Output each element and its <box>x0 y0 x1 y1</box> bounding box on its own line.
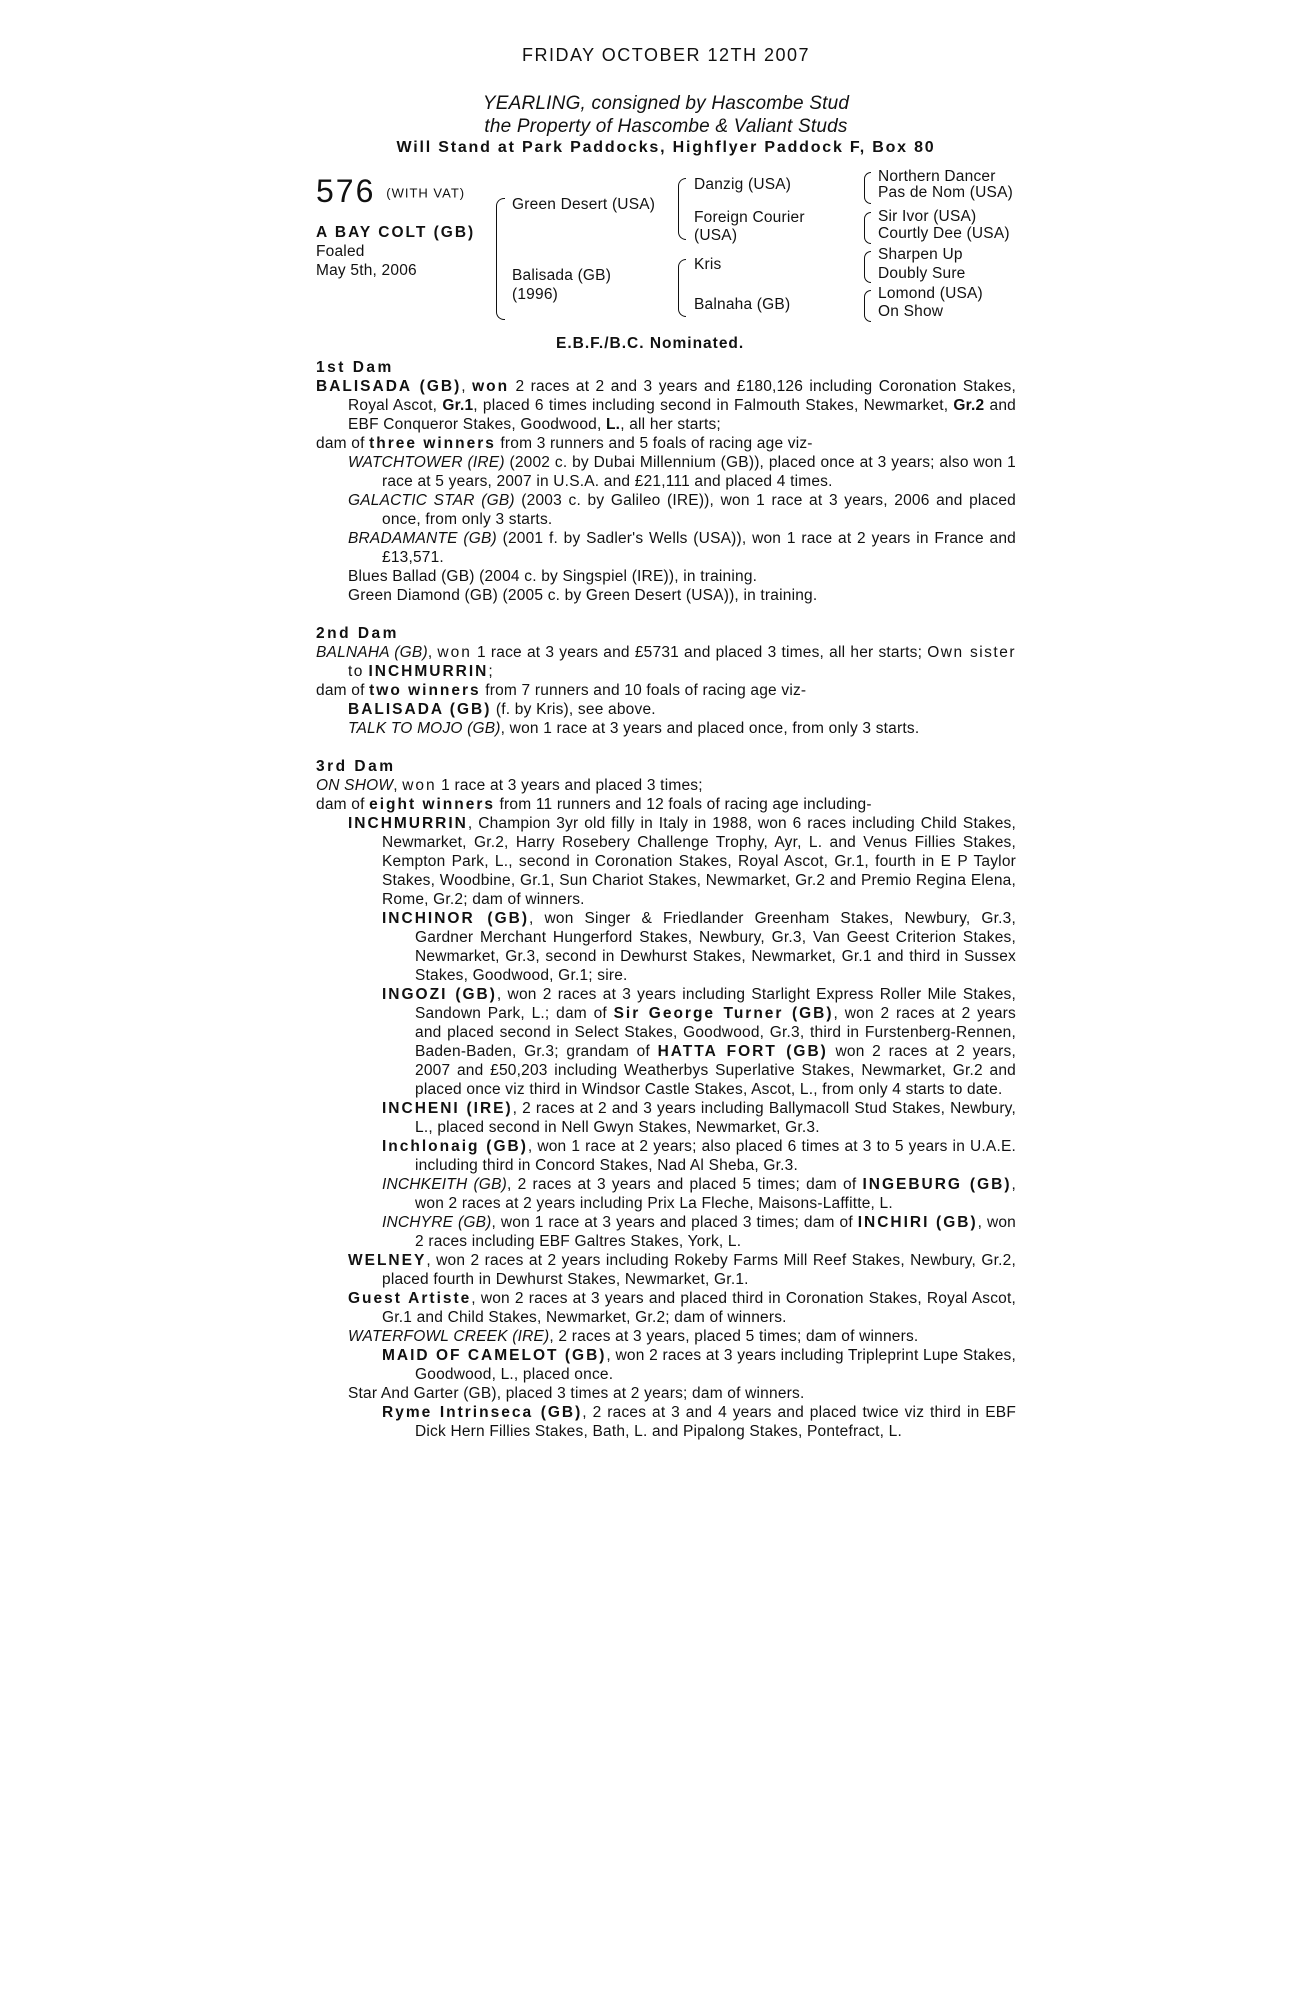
pedigree-table <box>316 168 1016 358</box>
second-dam-winners: two winners <box>369 682 481 699</box>
progeny-maid-of-camelot <box>316 1346 1016 1384</box>
progeny-name: WATCHTOWER (IRE) <box>348 454 505 471</box>
progeny-text: , won 2 races at 3 years including Tripleprint Lupe Stakes, Goodwood, L., placed once. <box>415 1347 1016 1383</box>
progeny-watchtower <box>316 453 1016 491</box>
progeny-text: , 2 races at 3 years and placed 5 times; dam of <box>506 1176 857 1193</box>
pedigree-dam: Balisada (GB) <box>512 267 612 284</box>
first-dam-record-c: and EBF Conqueror Stakes, Goodwood, <box>348 397 1016 433</box>
progeny-text: , won Singer & Friedlander Greenham Stakes, Newbury, Gr.3, Gardner Merchant Hungerford Stakes, Newbury, Gr.3, Van Geest Criterion Stakes, Newmarket, Gr.3, second in Dewhurst Stakes, Newmarket, Gr.1 and third in Sussex Stakes, Goodwood, Gr.1; sire. <box>415 910 1016 984</box>
bracket-sire <box>678 178 686 240</box>
progeny-inchmurrin <box>316 814 1016 909</box>
third-dam-name: ON SHOW <box>316 777 394 794</box>
progeny-welney <box>316 1251 1016 1289</box>
progeny-name: INCHENI (IRE) <box>382 1100 513 1117</box>
progeny-name: INCHMURRIN <box>348 815 468 832</box>
own-sister-punct: ; <box>488 663 493 680</box>
progeny-name: INCHYRE (GB) <box>382 1214 492 1231</box>
progeny-waterfowl-creek <box>316 1327 1016 1346</box>
progeny-name-ingeburg: INGEBURG (GB) <box>862 1176 1012 1193</box>
progeny-name: BRADAMANTE (GB) <box>348 530 497 547</box>
second-dam-progeny-summary <box>316 681 1016 700</box>
pedigree-sire-sire: Danzig (USA) <box>694 176 792 193</box>
bracket-dam <box>678 259 686 317</box>
progeny-name: MAID OF CAMELOT (GB) <box>382 1347 607 1364</box>
progeny-name: Ryme Intrinseca (GB) <box>382 1404 583 1421</box>
progeny-inchkeith <box>316 1175 1016 1213</box>
progeny-text: , won 1 race at 2 years; also placed 6 times at 3 to 5 years in U.A.E. including third in Concord Stakes, Nad Al Sheba, Gr.3. <box>415 1138 1016 1174</box>
progeny-name-inchiri: INCHIRI (GB) <box>857 1214 978 1231</box>
progeny-talk-to-mojo <box>316 719 1016 738</box>
progeny-name: BALISADA (GB) <box>348 701 492 718</box>
progeny-text: , won 1 race at 3 years and placed 3 times; dam of <box>491 1214 853 1231</box>
third-dam-progeny-summary <box>316 795 1016 814</box>
first-dam-record-b: , placed 6 times including second in Falmouth Stakes, Newmarket, <box>473 397 949 414</box>
progeny-incheni <box>316 1099 1016 1137</box>
progeny-guest-artiste <box>316 1289 1016 1327</box>
pedigree-dsd: Doubly Sure <box>878 265 966 282</box>
progeny-name: INCHINOR (GB) <box>382 910 529 927</box>
pedigree-dam-sire: Kris <box>694 256 722 273</box>
won-word: won <box>472 378 510 395</box>
lot-number <box>316 174 465 211</box>
own-sister-label: Own sister to <box>348 644 1016 680</box>
pedigree-dam-year: (1996) <box>512 286 559 303</box>
foaled-label: Foaled <box>316 243 365 260</box>
first-dam-record-a: 2 races at 2 and 3 years and £180,126 including Coronation Stakes, Royal Ascot, <box>348 378 1016 414</box>
progeny-blues-ballad <box>316 567 1016 586</box>
property-line: the Property of Hascombe & Valiant Studs <box>484 116 848 137</box>
second-dam-runners: from 7 runners and 10 foals of racing age viz- <box>485 682 807 699</box>
progeny-text: Green Diamond (GB) (2005 c. by Green Desert (USA)), in training. <box>348 587 818 604</box>
dam-of: dam of <box>316 796 365 813</box>
first-dam-name: BALISADA (GB) <box>316 378 462 395</box>
foaled-date: May 5th, 2006 <box>316 262 417 279</box>
third-dam-runners: from 11 runners and 12 foals of racing age including- <box>499 796 872 813</box>
second-dam-name: BALNAHA (GB) <box>316 644 428 661</box>
bracket-g3-4 <box>864 290 871 322</box>
pedigree-ddd: On Show <box>878 303 944 320</box>
progeny-ryme-intrinseca <box>316 1403 1016 1441</box>
progeny-name: TALK TO MOJO (GB) <box>348 720 501 737</box>
consignor-line: YEARLING, consigned by Hascombe Stud <box>482 93 850 114</box>
progeny-name: Inchlonaig (GB) <box>382 1138 528 1155</box>
third-dam-heading: 3rd Dam <box>316 758 396 775</box>
lot-description: A BAY COLT (GB) <box>316 224 476 241</box>
progeny-text: Blues Ballad (GB) (2004 c. by Singspiel (IRE)), in training. <box>348 568 758 585</box>
listed: L. <box>606 416 621 433</box>
catalogue-page <box>316 46 1016 1441</box>
bracket-gen1 <box>496 198 505 320</box>
dam-of: dam of <box>316 435 365 452</box>
progeny-text: , won 1 race at 3 years and placed once, from only 3 starts. <box>500 720 920 737</box>
vat-note: (WITH VAT) <box>386 185 466 201</box>
progeny-text: (2001 f. by Sadler's Wells (USA)), won 1 race at 2 years in France and £13,571. <box>382 530 1016 566</box>
progeny-text: , 2 races at 3 and 4 years and placed twice viz third in EBF Dick Hern Fillies Stakes, Bath, L. and Pipalong Stakes, Pontefract, L. <box>415 1404 1016 1440</box>
progeny-name: WATERFOWL CREEK (IRE) <box>348 1328 550 1345</box>
progeny-name: GALACTIC STAR (GB) <box>348 492 515 509</box>
pedigree-sdd: Courtly Dee (USA) <box>878 225 1010 242</box>
group-1: Gr.1 <box>442 397 474 414</box>
first-dam-winners: three winners <box>369 435 496 452</box>
second-dam-heading: 2nd Dam <box>316 625 399 642</box>
ebf-nominated: E.B.F./B.C. Nominated. <box>556 335 745 352</box>
first-dam-progeny-summary <box>316 434 1016 453</box>
progeny-balisada <box>316 700 1016 719</box>
stand-location: Will Stand at Park Paddocks, Highflyer Paddock F, Box 80 <box>396 139 936 156</box>
first-dam-record: BALISADA (GB), won 2 races at 2 and 3 years and £180,126 including Coronation Stakes, Royal Ascot, Gr.1, placed 6 times including second in Falmouth Stakes, Newmarket, Gr.2 and EBF Conqueror Stakes, Goodwood, L., all her starts; <box>316 378 1016 433</box>
progeny-text: (2002 c. by Dubai Millennium (GB)), placed once at 3 years; also won 1 race at 5 years, 2007 in U.S.A. and £21,111 and placed 4 times. <box>382 454 1017 490</box>
progeny-ingozi <box>316 985 1016 1099</box>
progeny-text: , 2 races at 2 and 3 years including Ballymacoll Stud Stakes, Newbury, L., placed second in Nell Gwyn Stakes, Newmarket, Gr.3. <box>415 1100 1016 1136</box>
sale-date: FRIDAY OCTOBER 12TH 2007 <box>521 45 811 65</box>
dam-of: dam of <box>316 682 365 699</box>
group-2: Gr.2 <box>953 397 985 414</box>
pedigree-sire-dam-country: (USA) <box>694 227 738 244</box>
pedigree-sds: Sir Ivor (USA) <box>878 208 977 225</box>
pedigree-ssd: Pas de Nom (USA) <box>878 184 1013 201</box>
progeny-text: , 2 races at 3 years, placed 5 times; dam of winners. <box>549 1328 919 1345</box>
lot-number-value: 576 <box>316 173 376 209</box>
progeny-name: WELNEY <box>348 1252 427 1269</box>
progeny-text: (f. by Kris), see above. <box>495 701 656 718</box>
third-dam-winners: eight winners <box>369 796 496 813</box>
progeny-inchlonaig <box>316 1137 1016 1175</box>
pedigree-dds: Lomond (USA) <box>878 285 983 302</box>
progeny-name: Guest Artiste <box>348 1290 472 1307</box>
progeny-green-diamond <box>316 586 1016 605</box>
progeny-bradamante <box>316 529 1016 567</box>
progeny-text: , won 2 races at 2 years including Prix La Fleche, Maisons-Laffitte, L. <box>415 1176 1016 1212</box>
progeny-text: , won 2 races at 2 years including Rokeby Farms Mill Reef Stakes, Newbury, Gr.2, placed fourth in Dewhurst Stakes, Newmarket, Gr.1. <box>382 1252 1016 1288</box>
progeny-name-sir-george: Sir George Turner (GB) <box>613 1005 834 1022</box>
first-dam-runners: from 3 runners and 5 foals of racing age viz- <box>500 435 813 452</box>
pedigree-sire-dam: Foreign Courier <box>694 209 805 226</box>
progeny-text: , won 2 races at 2 years and placed second in Select Stakes, Goodwood, Gr.3, third in Furstenberg-Rennen, Baden-Baden, Gr.3; grandam of <box>415 1005 1016 1060</box>
progeny-star-and-garter <box>316 1384 1016 1403</box>
progeny-text: , won 2 races including EBF Galtres Stakes, York, L. <box>415 1214 1016 1250</box>
progeny-name: INGOZI (GB) <box>382 986 497 1003</box>
third-dam-record-text: 1 race at 3 years and placed 3 times; <box>441 777 703 794</box>
pedigree-dam-dam: Balnaha (GB) <box>694 296 791 313</box>
progeny-text: (2003 c. by Galileo (IRE)), won 1 race at 3 years, 2006 and placed once, from only 3 starts. <box>382 492 1016 528</box>
bracket-g3-1 <box>864 172 871 204</box>
third-dam-record: ON SHOW, won 1 race at 3 years and placed 3 times; <box>316 777 703 794</box>
bracket-g3-3 <box>864 251 871 283</box>
won-word: won <box>402 777 437 794</box>
progeny-name-hatta-fort: HATTA FORT (GB) <box>657 1043 828 1060</box>
second-dam-record: BALNAHA (GB), won 1 race at 3 years and £5731 and placed 3 times, all her starts; Own sister to INCHMURRIN; <box>316 644 1016 680</box>
progeny-text: , won 2 races at 3 years and placed third in Coronation Stakes, Royal Ascot, Gr.1 and Child Stakes, Newmarket, Gr.2; dam of winners. <box>382 1290 1016 1326</box>
progeny-inchyre <box>316 1213 1016 1251</box>
progeny-text: , Champion 3yr old filly in Italy in 1988, won 6 races including Child Stakes, Newmarket, Gr.2, Harry Rosebery Challenge Trophy, Ayr, L. and Venus Fillies Stakes, Kempton Park, L., second in Coronation Stakes, Royal Ascot, Gr.1, fourth in E P Taylor Stakes, Woodbine, Gr.1, Sun Chariot Stakes, Newmarket, Gr.2 and Premio Regina Elena, Rome, Gr.2; dam of winners. <box>382 815 1016 908</box>
first-dam-heading: 1st Dam <box>316 359 394 376</box>
pedigree-sire: Green Desert (USA) <box>512 196 656 213</box>
own-sister-name: INCHMURRIN <box>368 663 489 680</box>
bracket-g3-2 <box>864 212 871 244</box>
progeny-text: , won 2 races at 3 years including Starlight Express Roller Mile Stakes, Sandown Park, L.; dam of <box>415 986 1016 1022</box>
progeny-text: won 2 races at 2 years, 2007 and £50,203 including Weatherbys Superlative Stakes, Newmarket, Gr.2 and placed once viz third in Windsor Castle Stakes, Ascot, L., from only 4 starts to date. <box>415 1043 1016 1098</box>
second-dam-record-text: 1 race at 3 years and £5731 and placed 3 times, all her starts; <box>476 644 923 661</box>
progeny-text: Star And Garter (GB), placed 3 times at 2 years; dam of winners. <box>348 1385 805 1402</box>
progeny-inchinor <box>316 909 1016 985</box>
progeny-name: INCHKEITH (GB) <box>382 1176 507 1193</box>
progeny-galactic-star <box>316 491 1016 529</box>
pedigree-sss: Northern Dancer <box>878 168 996 185</box>
won-word: won <box>437 644 472 661</box>
first-dam-record-d: , all her starts; <box>620 416 721 433</box>
pedigree-dss: Sharpen Up <box>878 246 963 263</box>
